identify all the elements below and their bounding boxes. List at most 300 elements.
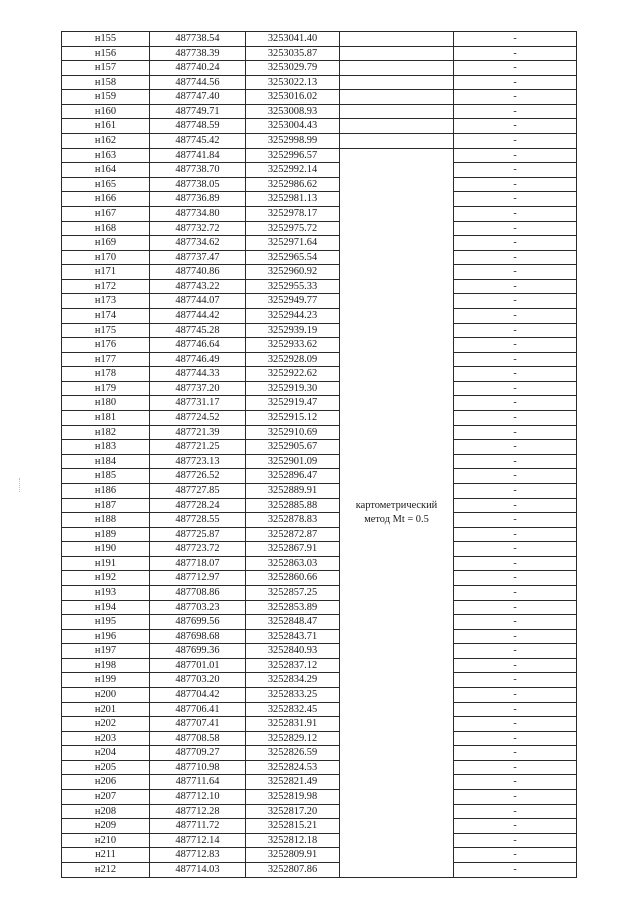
x-coordinate-cell: 487749.71 xyxy=(150,104,246,119)
table-row xyxy=(62,833,577,848)
y-coordinate-cell: 3252817.20 xyxy=(246,804,340,819)
point-id-cell: н164 xyxy=(62,163,150,178)
accuracy-cell: - xyxy=(454,760,577,775)
accuracy-cell: - xyxy=(454,833,577,848)
point-id-cell: н189 xyxy=(62,527,150,542)
accuracy-cell: - xyxy=(454,338,577,353)
accuracy-cell: - xyxy=(454,250,577,265)
accuracy-cell: - xyxy=(454,90,577,105)
y-coordinate-cell: 3252915.12 xyxy=(246,411,340,426)
accuracy-cell: - xyxy=(454,221,577,236)
x-coordinate-cell: 487710.98 xyxy=(150,760,246,775)
y-coordinate-cell: 3252885.88 xyxy=(246,498,340,513)
accuracy-cell: - xyxy=(454,746,577,761)
x-coordinate-cell: 487746.64 xyxy=(150,338,246,353)
point-id-cell: н198 xyxy=(62,658,150,673)
point-id-cell: н179 xyxy=(62,381,150,396)
point-id-cell: н194 xyxy=(62,600,150,615)
x-coordinate-cell: 487728.55 xyxy=(150,513,246,528)
point-id-cell: н191 xyxy=(62,556,150,571)
point-id-cell: н203 xyxy=(62,731,150,746)
point-id-cell: н166 xyxy=(62,192,150,207)
method-cell xyxy=(340,148,454,877)
accuracy-cell: - xyxy=(454,775,577,790)
point-id-cell: н204 xyxy=(62,746,150,761)
y-coordinate-cell: 3252832.45 xyxy=(246,702,340,717)
x-coordinate-cell: 487712.14 xyxy=(150,833,246,848)
accuracy-cell: - xyxy=(454,819,577,834)
table-row xyxy=(62,134,577,149)
point-id-cell: н195 xyxy=(62,615,150,630)
point-id-cell: н157 xyxy=(62,61,150,76)
point-id-cell: н187 xyxy=(62,498,150,513)
table-row xyxy=(62,775,577,790)
y-coordinate-cell: 3252860.66 xyxy=(246,571,340,586)
point-id-cell: н212 xyxy=(62,862,150,877)
x-coordinate-cell: 487728.24 xyxy=(150,498,246,513)
y-coordinate-cell: 3253029.79 xyxy=(246,61,340,76)
point-id-cell: н155 xyxy=(62,32,150,47)
table-row xyxy=(62,790,577,805)
x-coordinate-cell: 487701.01 xyxy=(150,658,246,673)
table-row xyxy=(62,702,577,717)
x-coordinate-cell: 487721.25 xyxy=(150,440,246,455)
table-row xyxy=(62,148,577,163)
y-coordinate-cell: 3252848.47 xyxy=(246,615,340,630)
accuracy-cell: - xyxy=(454,731,577,746)
accuracy-cell: - xyxy=(454,702,577,717)
table-row xyxy=(62,119,577,134)
method-cell-empty xyxy=(340,134,454,149)
method-cell-empty xyxy=(340,46,454,61)
point-id-cell: н202 xyxy=(62,717,150,732)
point-id-cell: н182 xyxy=(62,425,150,440)
point-id-cell: н156 xyxy=(62,46,150,61)
point-id-cell: н181 xyxy=(62,411,150,426)
point-id-cell: н174 xyxy=(62,308,150,323)
method-label-line1: картометрический xyxy=(355,499,438,511)
y-coordinate-cell: 3253035.87 xyxy=(246,46,340,61)
table-row xyxy=(62,556,577,571)
accuracy-cell: - xyxy=(454,571,577,586)
accuracy-cell: - xyxy=(454,688,577,703)
point-id-cell: н171 xyxy=(62,265,150,280)
table-row xyxy=(62,819,577,834)
table-row xyxy=(62,90,577,105)
accuracy-cell: - xyxy=(454,206,577,221)
accuracy-cell: - xyxy=(454,673,577,688)
accuracy-cell: - xyxy=(454,483,577,498)
table-row xyxy=(62,717,577,732)
y-coordinate-cell: 3252901.09 xyxy=(246,454,340,469)
y-coordinate-cell: 3252819.98 xyxy=(246,790,340,805)
point-id-cell: н200 xyxy=(62,688,150,703)
point-id-cell: н201 xyxy=(62,702,150,717)
table-row xyxy=(62,192,577,207)
point-id-cell: н178 xyxy=(62,367,150,382)
x-coordinate-cell: 487732.72 xyxy=(150,221,246,236)
x-coordinate-cell: 487698.68 xyxy=(150,629,246,644)
point-id-cell: н192 xyxy=(62,571,150,586)
x-coordinate-cell: 487723.72 xyxy=(150,542,246,557)
x-coordinate-cell: 487708.86 xyxy=(150,585,246,600)
x-coordinate-cell: 487738.54 xyxy=(150,32,246,47)
table-row xyxy=(62,513,577,528)
point-id-cell: н207 xyxy=(62,790,150,805)
y-coordinate-cell: 3252919.30 xyxy=(246,381,340,396)
x-coordinate-cell: 487712.10 xyxy=(150,790,246,805)
point-id-cell: н205 xyxy=(62,760,150,775)
y-coordinate-cell: 3252910.69 xyxy=(246,425,340,440)
accuracy-cell: - xyxy=(454,848,577,863)
accuracy-cell: - xyxy=(454,381,577,396)
y-coordinate-cell: 3252837.12 xyxy=(246,658,340,673)
point-id-cell: н170 xyxy=(62,250,150,265)
table-row xyxy=(62,848,577,863)
x-coordinate-cell: 487745.42 xyxy=(150,134,246,149)
table-row xyxy=(62,644,577,659)
table-row xyxy=(62,104,577,119)
accuracy-cell: - xyxy=(454,804,577,819)
x-coordinate-cell: 487747.40 xyxy=(150,90,246,105)
x-coordinate-cell: 487738.39 xyxy=(150,46,246,61)
point-id-cell: н206 xyxy=(62,775,150,790)
table-row xyxy=(62,323,577,338)
y-coordinate-cell: 3253008.93 xyxy=(246,104,340,119)
y-coordinate-cell: 3252812.18 xyxy=(246,833,340,848)
table-row xyxy=(62,206,577,221)
point-id-cell: н159 xyxy=(62,90,150,105)
table-row xyxy=(62,163,577,178)
accuracy-cell: - xyxy=(454,542,577,557)
method-cell-empty xyxy=(340,119,454,134)
x-coordinate-cell: 487718.07 xyxy=(150,556,246,571)
y-coordinate-cell: 3252944.23 xyxy=(246,308,340,323)
point-id-cell: н185 xyxy=(62,469,150,484)
table-row xyxy=(62,32,577,47)
accuracy-cell: - xyxy=(454,440,577,455)
x-coordinate-cell: 487707.41 xyxy=(150,717,246,732)
accuracy-cell: - xyxy=(454,629,577,644)
table-row xyxy=(62,381,577,396)
point-id-cell: н197 xyxy=(62,644,150,659)
point-id-cell: н176 xyxy=(62,338,150,353)
accuracy-cell: - xyxy=(454,615,577,630)
accuracy-cell: - xyxy=(454,104,577,119)
y-coordinate-cell: 3252992.14 xyxy=(246,163,340,178)
method-label-line2: метод Mt = 0.5 xyxy=(364,513,429,525)
method-cell-empty xyxy=(340,75,454,90)
y-coordinate-cell: 3252996.57 xyxy=(246,148,340,163)
y-coordinate-cell: 3252978.17 xyxy=(246,206,340,221)
y-coordinate-cell: 3252833.25 xyxy=(246,688,340,703)
accuracy-cell: - xyxy=(454,134,577,149)
x-coordinate-cell: 487740.86 xyxy=(150,265,246,280)
accuracy-cell: - xyxy=(454,790,577,805)
accuracy-cell: - xyxy=(454,308,577,323)
y-coordinate-cell: 3252896.47 xyxy=(246,469,340,484)
y-coordinate-cell: 3252826.59 xyxy=(246,746,340,761)
table-row xyxy=(62,804,577,819)
accuracy-cell: - xyxy=(454,265,577,280)
y-coordinate-cell: 3252840.93 xyxy=(246,644,340,659)
accuracy-cell: - xyxy=(454,163,577,178)
point-id-cell: н183 xyxy=(62,440,150,455)
point-id-cell: н190 xyxy=(62,542,150,557)
point-id-cell: н163 xyxy=(62,148,150,163)
table-row xyxy=(62,746,577,761)
accuracy-cell: - xyxy=(454,148,577,163)
table-row xyxy=(62,250,577,265)
accuracy-cell: - xyxy=(454,119,577,134)
table-row xyxy=(62,46,577,61)
accuracy-cell: - xyxy=(454,862,577,877)
x-coordinate-cell: 487737.20 xyxy=(150,381,246,396)
y-coordinate-cell: 3252981.13 xyxy=(246,192,340,207)
method-cell-empty xyxy=(340,90,454,105)
table-row xyxy=(62,688,577,703)
table-row xyxy=(62,411,577,426)
y-coordinate-cell: 3252905.67 xyxy=(246,440,340,455)
point-id-cell: н196 xyxy=(62,629,150,644)
y-coordinate-cell: 3253022.13 xyxy=(246,75,340,90)
x-coordinate-cell: 487711.64 xyxy=(150,775,246,790)
point-id-cell: н209 xyxy=(62,819,150,834)
x-coordinate-cell: 487737.47 xyxy=(150,250,246,265)
y-coordinate-cell: 3252878.83 xyxy=(246,513,340,528)
accuracy-cell: - xyxy=(454,396,577,411)
table-row xyxy=(62,542,577,557)
x-coordinate-cell: 487721.39 xyxy=(150,425,246,440)
table-row xyxy=(62,615,577,630)
method-cell-empty xyxy=(340,32,454,47)
y-coordinate-cell: 3253016.02 xyxy=(246,90,340,105)
x-coordinate-cell: 487714.03 xyxy=(150,862,246,877)
point-id-cell: н160 xyxy=(62,104,150,119)
y-coordinate-cell: 3252986.62 xyxy=(246,177,340,192)
x-coordinate-cell: 487727.85 xyxy=(150,483,246,498)
table-row xyxy=(62,425,577,440)
point-id-cell: н175 xyxy=(62,323,150,338)
table-row xyxy=(62,571,577,586)
point-id-cell: н180 xyxy=(62,396,150,411)
accuracy-cell: - xyxy=(454,717,577,732)
table-row xyxy=(62,75,577,90)
point-id-cell: н167 xyxy=(62,206,150,221)
table-row xyxy=(62,731,577,746)
point-id-cell: н186 xyxy=(62,483,150,498)
x-coordinate-cell: 487724.52 xyxy=(150,411,246,426)
table-row xyxy=(62,454,577,469)
x-coordinate-cell: 487703.20 xyxy=(150,673,246,688)
y-coordinate-cell: 3252955.33 xyxy=(246,279,340,294)
point-id-cell: н168 xyxy=(62,221,150,236)
x-coordinate-cell: 487745.28 xyxy=(150,323,246,338)
x-coordinate-cell: 487746.49 xyxy=(150,352,246,367)
y-coordinate-cell: 3252829.12 xyxy=(246,731,340,746)
x-coordinate-cell: 487744.56 xyxy=(150,75,246,90)
accuracy-cell: - xyxy=(454,527,577,542)
x-coordinate-cell: 487712.97 xyxy=(150,571,246,586)
x-coordinate-cell: 487723.13 xyxy=(150,454,246,469)
y-coordinate-cell: 3252928.09 xyxy=(246,352,340,367)
y-coordinate-cell: 3252889.91 xyxy=(246,483,340,498)
accuracy-cell: - xyxy=(454,556,577,571)
point-id-cell: н172 xyxy=(62,279,150,294)
y-coordinate-cell: 3253041.40 xyxy=(246,32,340,47)
x-coordinate-cell: 487706.41 xyxy=(150,702,246,717)
y-coordinate-cell: 3252834.29 xyxy=(246,673,340,688)
table-row xyxy=(62,367,577,382)
x-coordinate-cell: 487725.87 xyxy=(150,527,246,542)
point-id-cell: н211 xyxy=(62,848,150,863)
accuracy-cell: - xyxy=(454,469,577,484)
accuracy-cell: - xyxy=(454,61,577,76)
table-row xyxy=(62,469,577,484)
accuracy-cell: - xyxy=(454,177,577,192)
x-coordinate-cell: 487711.72 xyxy=(150,819,246,834)
y-coordinate-cell: 3252965.54 xyxy=(246,250,340,265)
accuracy-cell: - xyxy=(454,294,577,309)
accuracy-cell: - xyxy=(454,323,577,338)
table-row xyxy=(62,221,577,236)
table-row xyxy=(62,498,577,513)
accuracy-cell: - xyxy=(454,75,577,90)
table-row xyxy=(62,483,577,498)
point-id-cell: н193 xyxy=(62,585,150,600)
point-id-cell: н161 xyxy=(62,119,150,134)
point-id-cell: н173 xyxy=(62,294,150,309)
point-id-cell: н169 xyxy=(62,236,150,251)
x-coordinate-cell: 487708.58 xyxy=(150,731,246,746)
table-row xyxy=(62,61,577,76)
accuracy-cell: - xyxy=(454,585,577,600)
y-coordinate-cell: 3252867.91 xyxy=(246,542,340,557)
point-id-cell: н199 xyxy=(62,673,150,688)
table-row xyxy=(62,658,577,673)
accuracy-cell: - xyxy=(454,352,577,367)
y-coordinate-cell: 3252872.87 xyxy=(246,527,340,542)
y-coordinate-cell: 3252922.62 xyxy=(246,367,340,382)
accuracy-cell: - xyxy=(454,513,577,528)
x-coordinate-cell: 487709.27 xyxy=(150,746,246,761)
y-coordinate-cell: 3252949.77 xyxy=(246,294,340,309)
table-row xyxy=(62,600,577,615)
accuracy-cell: - xyxy=(454,454,577,469)
table-row xyxy=(62,527,577,542)
x-coordinate-cell: 487699.56 xyxy=(150,615,246,630)
y-coordinate-cell: 3253004.43 xyxy=(246,119,340,134)
table-row xyxy=(62,585,577,600)
x-coordinate-cell: 487734.80 xyxy=(150,206,246,221)
point-id-cell: н165 xyxy=(62,177,150,192)
table-row xyxy=(62,673,577,688)
x-coordinate-cell: 487744.42 xyxy=(150,308,246,323)
table-row xyxy=(62,338,577,353)
y-coordinate-cell: 3252939.19 xyxy=(246,323,340,338)
accuracy-cell: - xyxy=(454,236,577,251)
table-row xyxy=(62,294,577,309)
x-coordinate-cell: 487703.23 xyxy=(150,600,246,615)
method-cell-empty xyxy=(340,61,454,76)
accuracy-cell: - xyxy=(454,279,577,294)
accuracy-cell: - xyxy=(454,192,577,207)
accuracy-cell: - xyxy=(454,46,577,61)
y-coordinate-cell: 3252809.91 xyxy=(246,848,340,863)
y-coordinate-cell: 3252821.49 xyxy=(246,775,340,790)
y-coordinate-cell: 3252815.21 xyxy=(246,819,340,834)
table-row xyxy=(62,862,577,877)
y-coordinate-cell: 3252933.62 xyxy=(246,338,340,353)
y-coordinate-cell: 3252960.92 xyxy=(246,265,340,280)
table-row xyxy=(62,177,577,192)
y-coordinate-cell: 3252919.47 xyxy=(246,396,340,411)
point-id-cell: н162 xyxy=(62,134,150,149)
y-coordinate-cell: 3252831.91 xyxy=(246,717,340,732)
table-row xyxy=(62,352,577,367)
method-cell-empty xyxy=(340,104,454,119)
point-id-cell: н210 xyxy=(62,833,150,848)
accuracy-cell: - xyxy=(454,600,577,615)
y-coordinate-cell: 3252843.71 xyxy=(246,629,340,644)
table-row xyxy=(62,279,577,294)
x-coordinate-cell: 487712.83 xyxy=(150,848,246,863)
x-coordinate-cell: 487712.28 xyxy=(150,804,246,819)
accuracy-cell: - xyxy=(454,411,577,426)
y-coordinate-cell: 3252857.25 xyxy=(246,585,340,600)
y-coordinate-cell: 3252975.72 xyxy=(246,221,340,236)
x-coordinate-cell: 487734.62 xyxy=(150,236,246,251)
coordinate-table-sheet xyxy=(61,31,577,878)
point-id-cell: н177 xyxy=(62,352,150,367)
accuracy-cell: - xyxy=(454,367,577,382)
x-coordinate-cell: 487744.33 xyxy=(150,367,246,382)
y-coordinate-cell: 3252971.64 xyxy=(246,236,340,251)
accuracy-cell: - xyxy=(454,425,577,440)
x-coordinate-cell: 487736.89 xyxy=(150,192,246,207)
table-row xyxy=(62,308,577,323)
x-coordinate-cell: 487748.59 xyxy=(150,119,246,134)
accuracy-cell: - xyxy=(454,658,577,673)
coordinate-table xyxy=(61,31,577,878)
accuracy-cell: - xyxy=(454,32,577,47)
y-coordinate-cell: 3252853.89 xyxy=(246,600,340,615)
y-coordinate-cell: 3252863.03 xyxy=(246,556,340,571)
point-id-cell: н188 xyxy=(62,513,150,528)
x-coordinate-cell: 487731.17 xyxy=(150,396,246,411)
x-coordinate-cell: 487699.36 xyxy=(150,644,246,659)
table-row xyxy=(62,236,577,251)
table-row xyxy=(62,396,577,411)
x-coordinate-cell: 487744.07 xyxy=(150,294,246,309)
table-row xyxy=(62,440,577,455)
y-coordinate-cell: 3252807.86 xyxy=(246,862,340,877)
table-row xyxy=(62,265,577,280)
point-id-cell: н158 xyxy=(62,75,150,90)
coordinate-table-body xyxy=(62,32,577,878)
scan-mark xyxy=(19,478,23,492)
x-coordinate-cell: 487738.05 xyxy=(150,177,246,192)
y-coordinate-cell: 3252998.99 xyxy=(246,134,340,149)
table-row xyxy=(62,760,577,775)
x-coordinate-cell: 487704.42 xyxy=(150,688,246,703)
y-coordinate-cell: 3252824.53 xyxy=(246,760,340,775)
x-coordinate-cell: 487741.84 xyxy=(150,148,246,163)
accuracy-cell: - xyxy=(454,644,577,659)
accuracy-cell: - xyxy=(454,498,577,513)
x-coordinate-cell: 487738.70 xyxy=(150,163,246,178)
x-coordinate-cell: 487740.24 xyxy=(150,61,246,76)
